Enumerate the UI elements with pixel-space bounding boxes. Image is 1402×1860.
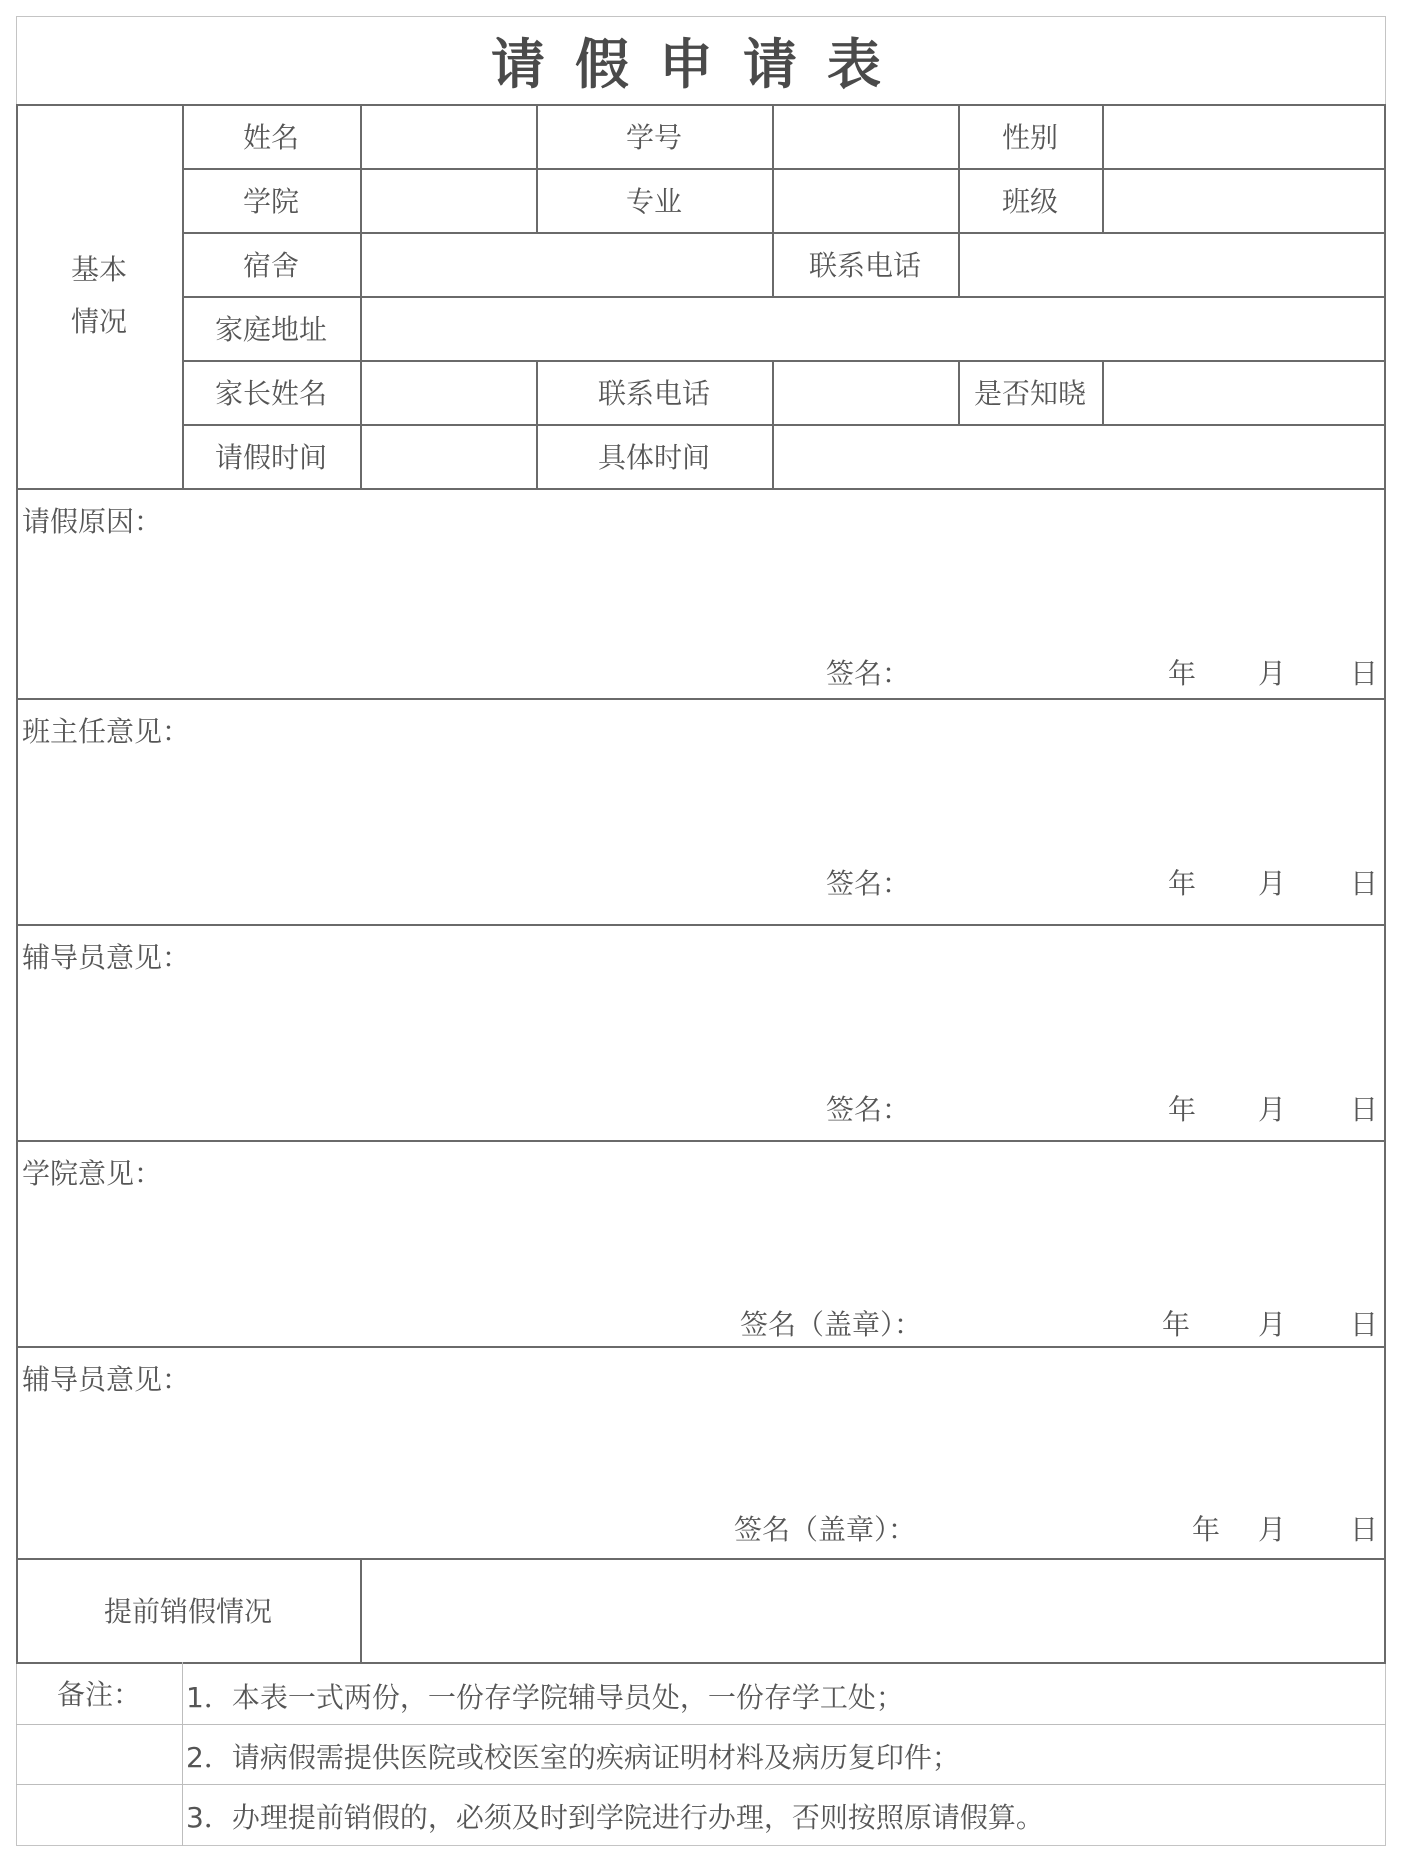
head-teacher-day: 日 xyxy=(1350,867,1379,900)
field-dorm[interactable] xyxy=(360,232,772,296)
field-major[interactable] xyxy=(772,168,958,232)
field-specific-time[interactable] xyxy=(772,424,1384,488)
form-title: 请假申请表 xyxy=(491,32,911,96)
counselor-signature-label: 签名： xyxy=(826,1093,911,1126)
leave-reason-field[interactable] xyxy=(18,540,1384,650)
note-item-2: 2．请病假需提供医院或校医室的疾病证明材料及病历复印件； xyxy=(186,1741,960,1774)
leave-reason-label: 请假原因： xyxy=(22,505,163,538)
field-phone[interactable] xyxy=(958,232,1384,296)
counselor-day: 日 xyxy=(1350,1093,1379,1126)
counselor-opinion-field[interactable] xyxy=(18,976,1384,1086)
head-teacher-opinion-label: 班主任意见： xyxy=(22,715,191,748)
field-class[interactable] xyxy=(1102,168,1384,232)
counselor2-opinion-field[interactable] xyxy=(18,1398,1384,1506)
leave-reason-signature-label: 签名： xyxy=(826,657,911,690)
label-home-address: 家庭地址 xyxy=(214,313,327,346)
field-college[interactable] xyxy=(360,168,536,232)
note-item-1: 1．本表一式两份，一份存学院辅导员处，一份存学工处； xyxy=(186,1681,904,1714)
college-signature-label: 签名（盖章）： xyxy=(740,1308,923,1341)
label-gender: 性别 xyxy=(1001,121,1058,154)
label-leave-time: 请假时间 xyxy=(214,441,327,474)
counselor2-year: 年 xyxy=(1192,1513,1221,1546)
label-specific-time: 具体时间 xyxy=(597,441,710,474)
early-return-field[interactable] xyxy=(362,1560,1384,1660)
note-item-3: 3．办理提前销假的，必须及时到学院进行办理，否则按照原请假算。 xyxy=(186,1801,1044,1834)
label-parent-informed: 是否知晓 xyxy=(973,377,1086,410)
college-month: 月 xyxy=(1258,1308,1287,1341)
basic-info-label-line2: 情况 xyxy=(70,305,127,338)
label-dorm: 宿舍 xyxy=(242,249,299,282)
counselor-year: 年 xyxy=(1168,1093,1197,1126)
label-phone: 联系电话 xyxy=(808,249,921,282)
field-parent-informed[interactable] xyxy=(1102,360,1384,424)
counselor2-day: 日 xyxy=(1350,1513,1379,1546)
field-home-address[interactable] xyxy=(360,296,1384,360)
leave-reason-year: 年 xyxy=(1168,657,1197,690)
counselor2-month: 月 xyxy=(1258,1513,1287,1546)
basic-info-section-label xyxy=(16,104,182,488)
field-parent-phone[interactable] xyxy=(772,360,958,424)
field-leave-time[interactable] xyxy=(360,424,536,488)
leave-reason-month: 月 xyxy=(1258,657,1287,690)
head-teacher-year: 年 xyxy=(1168,867,1197,900)
counselor2-signature-label: 签名（盖章）： xyxy=(734,1513,917,1546)
college-opinion-field[interactable] xyxy=(18,1192,1384,1296)
label-name: 姓名 xyxy=(242,121,299,154)
label-class: 班级 xyxy=(1001,185,1058,218)
label-major: 专业 xyxy=(625,185,682,218)
counselor-month: 月 xyxy=(1258,1093,1287,1126)
label-college: 学院 xyxy=(242,185,299,218)
label-parent-name: 家长姓名 xyxy=(214,377,327,410)
basic-info-label-line1: 基本 xyxy=(70,253,127,286)
label-student-id: 学号 xyxy=(625,121,682,154)
college-year: 年 xyxy=(1162,1308,1191,1341)
field-student-id[interactable] xyxy=(772,104,958,168)
counselor-opinion-label: 辅导员意见： xyxy=(22,941,191,974)
field-name[interactable] xyxy=(360,104,536,168)
leave-reason-day: 日 xyxy=(1350,657,1379,690)
notes-label: 备注： xyxy=(56,1678,141,1711)
college-day: 日 xyxy=(1350,1308,1379,1341)
counselor2-opinion-label: 辅导员意见： xyxy=(22,1363,191,1396)
college-opinion-label: 学院意见： xyxy=(22,1157,163,1190)
label-parent-phone: 联系电话 xyxy=(597,377,710,410)
field-gender[interactable] xyxy=(1102,104,1384,168)
field-parent-name[interactable] xyxy=(360,360,536,424)
head-teacher-signature-label: 签名： xyxy=(826,867,911,900)
early-return-label: 提前销假情况 xyxy=(103,1595,272,1628)
head-teacher-opinion-field[interactable] xyxy=(18,750,1384,860)
head-teacher-month: 月 xyxy=(1258,867,1287,900)
